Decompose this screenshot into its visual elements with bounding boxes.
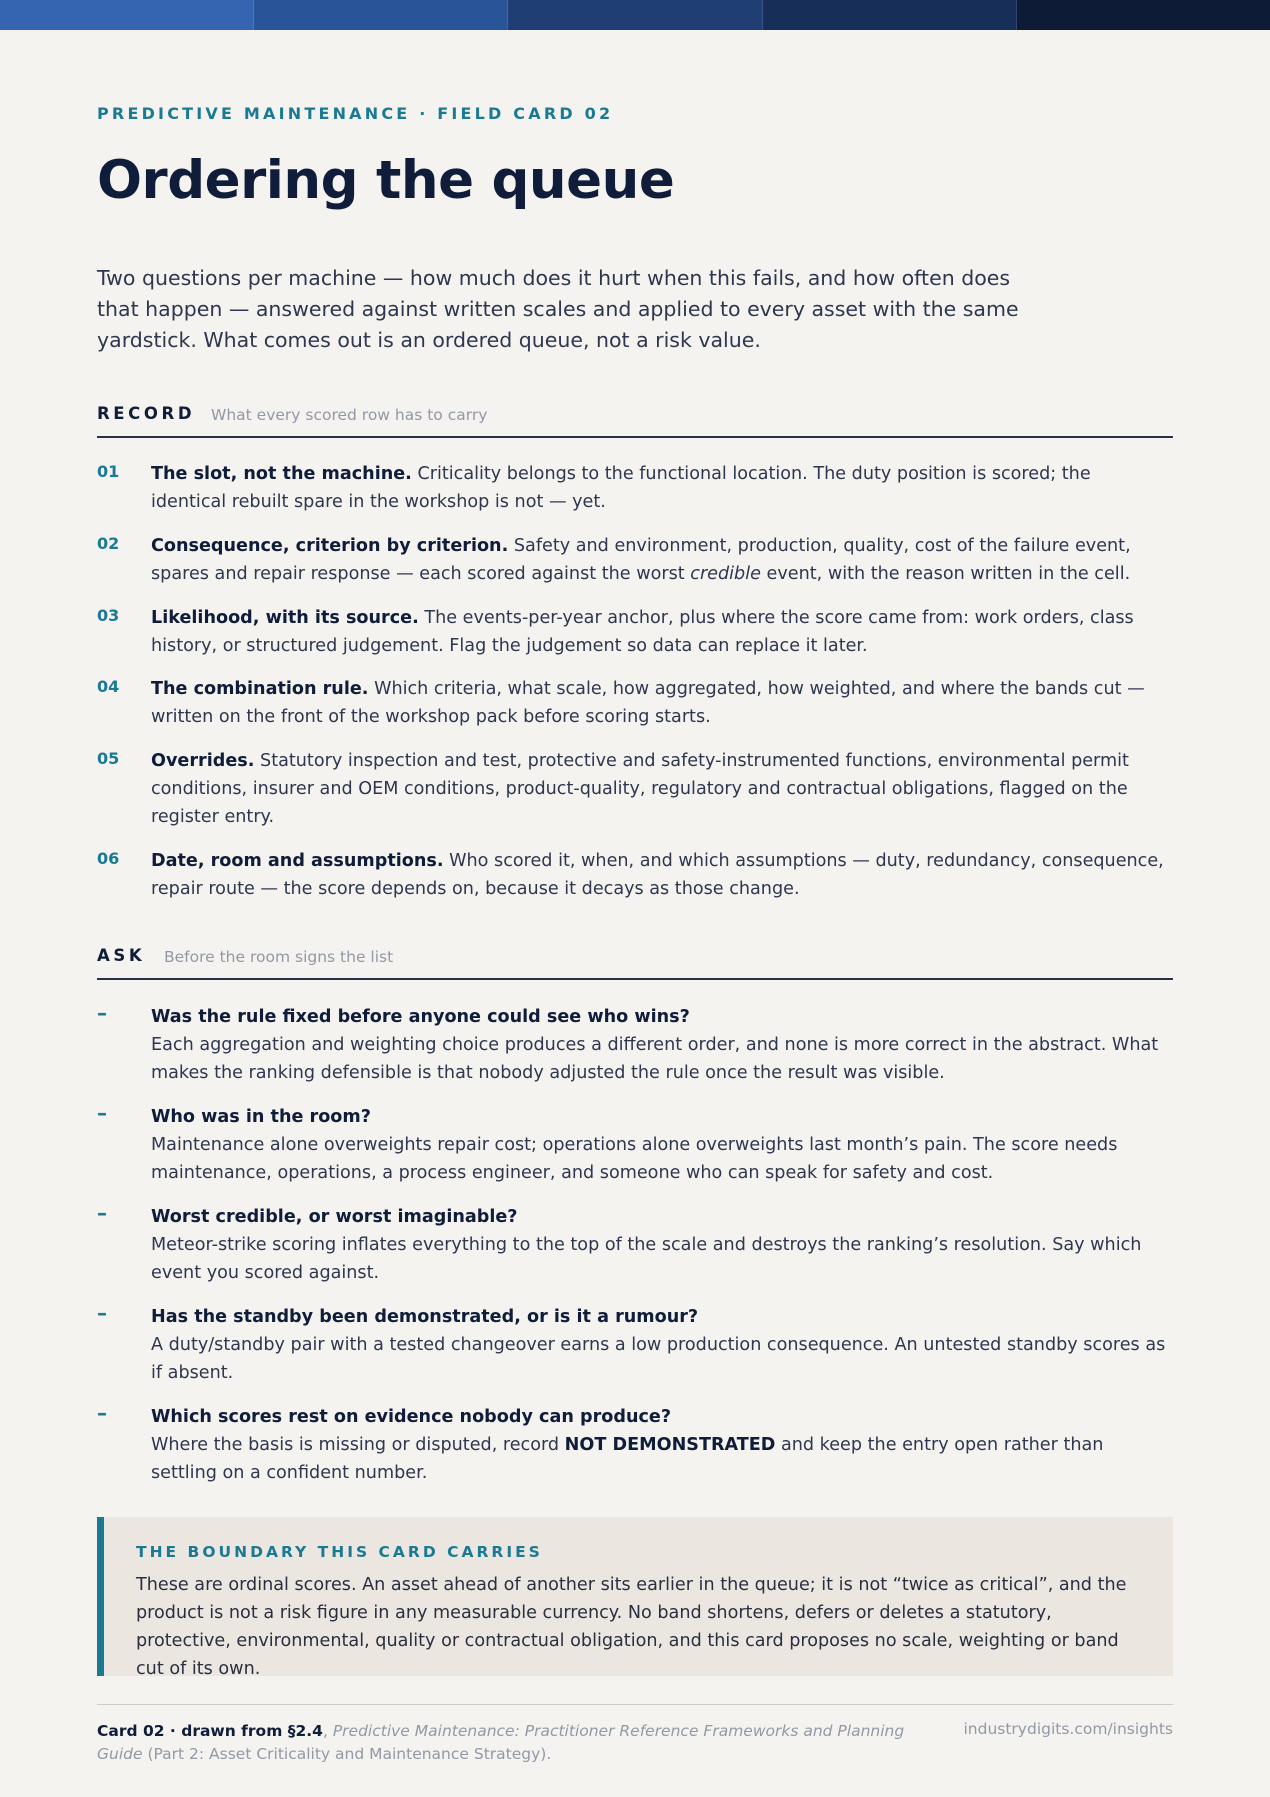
record-section-label: RECORD xyxy=(97,404,196,423)
color-bar-segment xyxy=(508,0,762,30)
dash-bullet: – xyxy=(97,1101,107,1125)
ask-question: Was the rule fixed before anyone could see who wins? xyxy=(151,1007,690,1027)
ask-question: Which scores rest on evidence nobody can produce? xyxy=(151,1407,672,1427)
item-number: 04 xyxy=(97,677,120,696)
item-body xyxy=(151,747,1171,831)
item-text: Which criteria, what scale, how aggregated, how weighted, and where the bands cut — written on the front of the workshop pack before scoring starts. xyxy=(151,679,1145,727)
item-body xyxy=(151,460,1171,516)
color-bar-segment xyxy=(0,0,254,30)
ask-answer-strong: NOT DEMONSTRATED xyxy=(564,1435,776,1455)
ask-body xyxy=(151,1403,1171,1487)
item-text: Statutory inspection and test, protective and safety-instrumented functions, environmental permit conditions, insurer and OEM conditions, product-quality, regulatory and contractual obligations, flagged on the register entry. xyxy=(151,751,1129,827)
color-bar-segment xyxy=(1017,0,1270,30)
ask-answer: and keep the entry open rather than settling on a confident number. xyxy=(151,1435,1104,1483)
item-body xyxy=(151,532,1171,588)
ask-section-subtitle: Before the room signs the list xyxy=(164,948,394,966)
ask-question: Who was in the room? xyxy=(151,1107,371,1127)
footer-divider xyxy=(97,1704,1173,1705)
item-lead: The combination rule. xyxy=(151,679,369,699)
record-section-subtitle: What every scored row has to carry xyxy=(211,406,488,424)
dash-bullet: – xyxy=(97,1401,107,1425)
color-bar-segment xyxy=(254,0,508,30)
item-lead: Date, room and assumptions. xyxy=(151,851,444,871)
callout-title: THE BOUNDARY THIS CARD CARRIES xyxy=(136,1543,543,1561)
ask-question: Has the standby been demonstrated, or is it a rumour? xyxy=(151,1307,699,1327)
item-number: 01 xyxy=(97,462,120,481)
item-text: Who scored it, when, and which assumptions — duty, redundancy, consequence, repair route — the score depends on, because it decays as those change. xyxy=(151,851,1164,899)
ask-body xyxy=(151,1303,1171,1387)
item-body xyxy=(151,675,1171,731)
item-text: Criticality belongs to the functional location. The duty position is scored; the identical rebuilt spare in the workshop is not — yet. xyxy=(151,464,1091,512)
ask-answer: Each aggregation and weighting choice produces a different order, and none is more correct in the abstract. What makes the ranking defensible is that nobody adjusted the rule once the result was visible. xyxy=(151,1035,1159,1083)
record-section-header xyxy=(97,404,1173,438)
lead-paragraph: Two questions per machine — how much does it hurt when this fails, and how often does that happen — answered against written scales and applied to every asset with the same yardstick. What comes out is an ordered queue, not a risk value. xyxy=(97,266,1019,352)
ask-answer: Meteor-strike scoring inflates everything to the top of the scale and destroys the ranking’s resolution. Say which event you scored against. xyxy=(151,1235,1142,1283)
item-lead: Consequence, criterion by criterion. xyxy=(151,536,509,556)
eyebrow-label: PREDICTIVE MAINTENANCE · FIELD CARD 02 xyxy=(97,104,614,123)
ask-body xyxy=(151,1203,1171,1287)
footer-card-ref: Card 02 · drawn from §2.4 xyxy=(97,1722,323,1740)
ask-answer: Where the basis is missing or disputed, record xyxy=(151,1435,560,1455)
item-lead: The slot, not the machine. xyxy=(151,464,412,484)
page-title: Ordering the queue xyxy=(97,150,675,211)
footer-url[interactable]: industrydigits.com/insights xyxy=(963,1720,1173,1738)
item-body xyxy=(151,847,1171,903)
dash-bullet: – xyxy=(97,1201,107,1225)
item-text: Safety and environment, production, quality, cost of the failure event, spares and repair response — each scored against the worst xyxy=(151,536,1131,584)
footer-separator: , xyxy=(322,1722,333,1740)
color-bar-segment xyxy=(763,0,1017,30)
footer-citation xyxy=(97,1720,927,1766)
item-number: 02 xyxy=(97,534,120,553)
item-number: 05 xyxy=(97,749,120,768)
ask-question: Worst credible, or worst imaginable? xyxy=(151,1207,518,1227)
item-text: event, with the reason written in the cell. xyxy=(766,564,1131,584)
item-lead: Overrides. xyxy=(151,751,255,771)
ask-answer: Maintenance alone overweights repair cost; operations alone overweights last month’s pain. The score needs maintenance, operations, a process engineer, and someone who can speak for safety and cost. xyxy=(151,1135,1118,1183)
item-lead: Likelihood, with its source. xyxy=(151,608,419,628)
callout-text: These are ordinal scores. An asset ahead of another sits earlier in the queue; it is not “twice as critical”, and the product is not a risk figure in any measurable currency. No band shortens, defers or deletes a statutory, protective, environmental, quality or contractual obligation, and this card proposes no scale, weighting or band cut of its own. xyxy=(136,1575,1127,1679)
dash-bullet: – xyxy=(97,1301,107,1325)
top-color-bar xyxy=(0,0,1270,30)
ask-answer: A duty/standby pair with a tested changeover earns a low production consequence. An untested standby scores as if absent. xyxy=(151,1335,1166,1383)
footer-source-part: (Part 2: Asset Criticality and Maintenance Strategy). xyxy=(142,1745,552,1763)
ask-section-header xyxy=(97,946,1173,980)
boundary-callout xyxy=(97,1517,1173,1679)
item-emphasis: credible xyxy=(690,564,761,584)
dash-bullet: – xyxy=(97,1001,107,1025)
item-number: 06 xyxy=(97,849,120,868)
ask-body xyxy=(151,1003,1171,1087)
footer-source-title: Predictive Maintenance: Practitioner Reference Frameworks and Planning Guide xyxy=(97,1722,905,1763)
item-body xyxy=(151,604,1171,660)
ask-body xyxy=(151,1103,1171,1187)
item-number: 03 xyxy=(97,606,120,625)
item-text: The events-per-year anchor, plus where the score came from: work orders, class history, or structured judgement. Flag the judgement so data can replace it later. xyxy=(151,608,1134,656)
ask-section-label: ASK xyxy=(97,946,146,965)
